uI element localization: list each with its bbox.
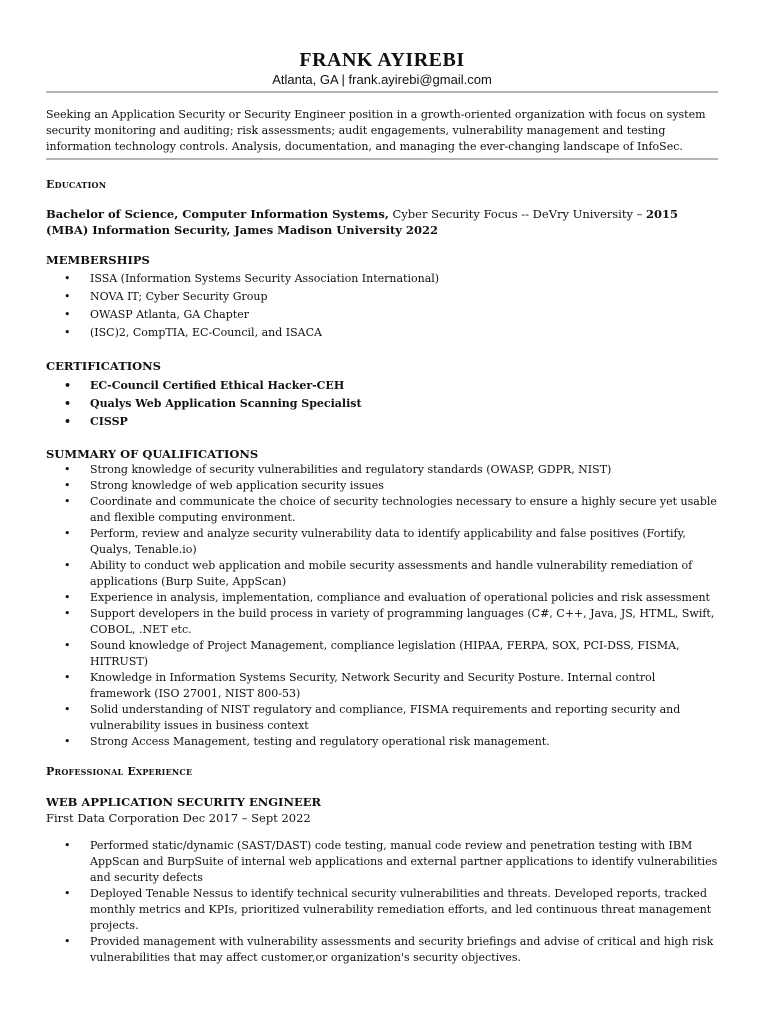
list-item: • Coordinate and communicate the choice of security technologies necessary to ensure a highly secure yet usable and flexible computing environment.: [46, 494, 718, 526]
list-item: • Solid understanding of NIST regulatory and compliance, FISMA requirements and reporting security and vulnerability issues in business context: [46, 702, 718, 734]
resume-page: [46, 0, 718, 966]
memberships-heading: MEMBERSHIPS: [46, 253, 150, 267]
degree-bachelor: [46, 206, 718, 222]
list-item: • CISSP: [46, 413, 718, 431]
list-item: • Knowledge in Information Systems Security, Network Security and Security Posture. Internal control framework (ISO 27001, NIST 800-53): [46, 670, 718, 702]
list-item: • Strong Access Management, testing and regulatory operational risk management.: [46, 734, 718, 750]
list-item: • (ISC)2, CompTIA, EC-Council, and ISACA: [46, 324, 718, 342]
experience-heading: Professional Experience: [46, 765, 193, 778]
certifications-list: [46, 377, 718, 431]
objective-statement: Seeking an Application Security or Security Engineer position in a growth-oriented organization with focus on system security monitoring and auditing; risk assessments; audit engagements, vulnerability management and testing information technology controls. Analysis, documentation, and managing the ever-changing landscape of InfoSec.: [46, 108, 706, 153]
employer-dates: First Data Corporation Dec 2017 – Sept 2022: [46, 811, 311, 825]
summary-heading: SUMMARY OF QUALIFICATIONS: [46, 447, 259, 461]
list-item: • Perform, review and analyze security vulnerability data to identify applicability and false positives (Fortify, Qualys, Tenable.io): [46, 526, 718, 558]
list-item: • Sound knowledge of Project Management, compliance legislation (HIPAA, FERPA, SOX, PCI-DSS, FISMA, HITRUST): [46, 638, 718, 670]
header-divider: [46, 91, 718, 93]
degree-mba: (MBA) Information Security, James Madison University 2022: [46, 223, 438, 237]
list-item: • Deployed Tenable Nessus to identify technical security vulnerabilities and threats. Developed reports, tracked monthly metrics and KPIs, prioritized vulnerability remediation efforts, and led continuous threat management projects.: [46, 886, 718, 934]
candidate-name: FRANK AYIREBI: [299, 49, 465, 71]
list-item: • Provided management with vulnerability assessments and security briefings and advise of critical and high risk vulnerabilities that may affect customer,or organization's security objectives.: [46, 934, 718, 966]
list-item: • Performed static/dynamic (SAST/DAST) code testing, manual code review and penetration testing with IBM AppScan and BurpSuite of internal web applications and external partner applications to identify vulnerabilities and security defects: [46, 838, 718, 886]
education-heading: Education: [46, 178, 107, 191]
list-item: • Strong knowledge of security vulnerabilities and regulatory standards (OWASP, GDPR, NIST): [46, 462, 718, 478]
list-item: • Strong knowledge of web application security issues: [46, 478, 718, 494]
list-item: • Support developers in the build process in variety of programming languages (C#, C++, Java, JS, HTML, Swift, COBOL, .NET etc.: [46, 606, 718, 638]
list-item: • OWASP Atlanta, GA Chapter: [46, 306, 718, 324]
contact-line: Atlanta, GA | frank.ayirebi@gmail.com: [272, 72, 492, 87]
objective-divider: [46, 158, 718, 160]
job-title: WEB APPLICATION SECURITY ENGINEER: [46, 795, 322, 809]
list-item: • ISSA (Information Systems Security Association International): [46, 270, 718, 288]
experience-list: [46, 838, 718, 966]
degree-bachelor-title: Bachelor of Science, Computer Information Systems,: [46, 207, 389, 221]
list-item: • EC-Council Certified Ethical Hacker-CEH: [46, 377, 718, 395]
degree-bachelor-year: 2015: [646, 207, 679, 221]
summary-list: [46, 462, 718, 750]
list-item: • Ability to conduct web application and mobile security assessments and handle vulnerability remediation of applications (Burp Suite, AppScan): [46, 558, 718, 590]
degree-bachelor-detail: Cyber Security Focus -- DeVry University –: [388, 207, 647, 221]
list-item: • NOVA IT; Cyber Security Group: [46, 288, 718, 306]
memberships-list: [46, 270, 718, 342]
list-item: • Qualys Web Application Scanning Specialist: [46, 395, 718, 413]
certifications-heading: CERTIFICATIONS: [46, 359, 161, 373]
list-item: • Experience in analysis, implementation, compliance and evaluation of operational policies and risk assessment: [46, 590, 718, 606]
